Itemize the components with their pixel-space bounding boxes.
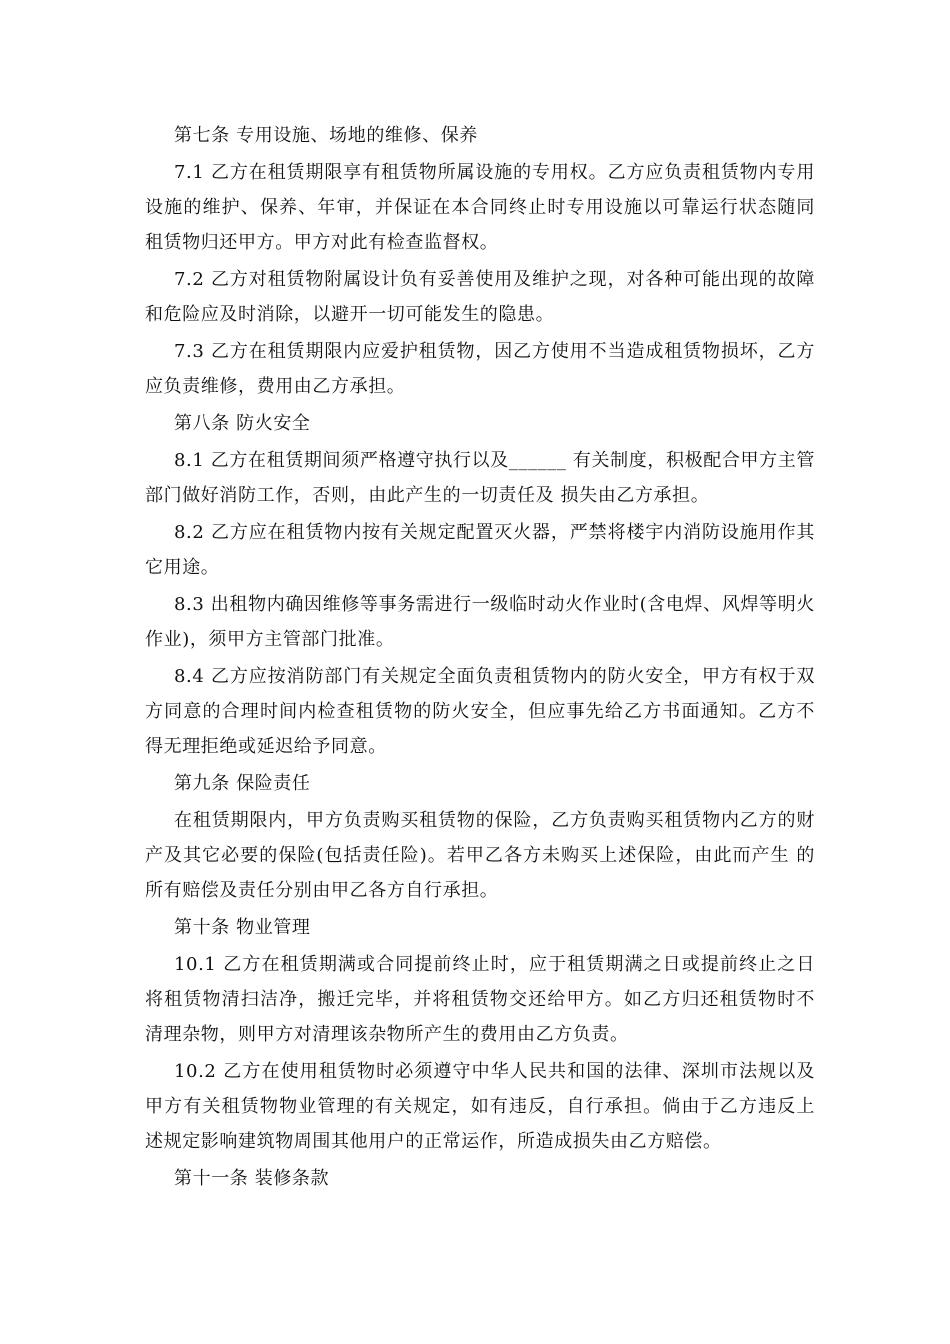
section-heading-8: 第八条 防火安全 [174,413,311,434]
document-body [145,118,815,1198]
section-heading-7: 第七条 专用设施、场地的维修、保养 [174,125,478,146]
paragraph-10-1: 10.1 乙方在租赁期满或合同提前终止时，应于租赁期满之日或提前终止之日 将租赁物清扫洁净，搬迁完毕，并将租赁物交还给甲方。如乙方归还租赁物时不 清理杂物，则甲方对清理该杂物所产生的费用由乙方负责。 [145,954,815,1045]
paragraph-10-2: 10.2 乙方在使用租赁物时必须遵守中华人民共和国的法律、深圳市法规以及 甲方有关租赁物物业管理的有关规定，如有违反，自行承担。倘由于乙方违反上 述规定影响建筑物周围其他用户的正常运作，所造成损失由乙方赔偿。 [145,1061,815,1152]
paragraph-7-1: 7.1 乙方在租赁期限享有租赁物所属设施的专用权。乙方应负责租赁物内专用 设施的维护、保养、年审，并保证在本合同终止时专用设施以可靠运行状态随同 租赁物归还甲方。甲方对此有检查监督权。 [145,162,815,253]
paragraph-8-1: 8.1 乙方在租赁期间须严格遵守执行以及______ 有关制度，积极配合甲方主管部门做好消防工作，否则，由此产生的一切责任及 损失由乙方承担。 [145,450,815,506]
paragraph-8-2: 8.2 乙方应在租赁物内按有关规定配置灭火器，严禁将楼宇内消防设施用作其 它用途。 [145,522,815,578]
paragraph-7-2: 7.2 乙方对租赁物附属设计负有妥善使用及维护之现，对各种可能出现的故障和危险应及时消除，以避开一切可能发生的隐患。 [145,269,815,325]
paragraph-9: 在租赁期限内，甲方负责购买租赁物的保险，乙方负责购买租赁物内乙方的财产及其它必要的保险(包括责任险)。若甲乙各方未购买上述保险，由此而产生 的所有赔偿及责任分别由甲乙各方自行承担。 [145,810,815,901]
paragraph-8-4: 8.4 乙方应按消防部门有关规定全面负责租赁物内的防火安全，甲方有权于双 方同意的合理时间内检查租赁物的防火安全，但应事先给乙方书面通知。乙方不 得无理拒绝或延迟给予同意。 [145,666,815,757]
section-heading-9: 第九条 保险责任 [174,773,311,794]
section-heading-11: 第十一条 装修条款 [174,1168,330,1189]
section-heading-10: 第十条 物业管理 [174,917,311,938]
paragraph-8-3: 8.3 出租物内确因维修等事务需进行一级临时动火作业时(含电焊、风焊等明火作业)，须甲方主管部门批准。 [145,594,815,650]
paragraph-7-3: 7.3 乙方在租赁期限内应爱护租赁物，因乙方使用不当造成租赁物损坏，乙方 应负责维修，费用由乙方承担。 [145,341,815,397]
